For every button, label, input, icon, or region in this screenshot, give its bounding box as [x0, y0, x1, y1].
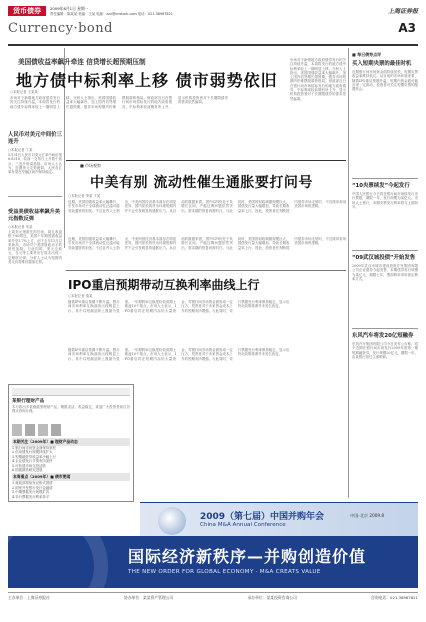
ad-portrait-image: [51, 424, 61, 436]
footer: [8, 595, 418, 617]
sidebar-mid-body: 上周美元指数先抑后扬，周五收盘报于80附近。美国十年期国债收益率升至3.7%上方，创下去年11月以来新高，市场对于美国财政赤字的担忧加剧。与此同时，美元兑欧元、日元等主要货币在周末出现一定程度反弹，分析人士认为短期内美元仍将维持震荡走势。: [8, 230, 62, 265]
list-item: 1.银行间市场资金面保持宽松: [12, 446, 56, 450]
footer-col-3: 承办单位：某某投资咨询公司: [247, 595, 297, 600]
ad-globe-icon: [158, 507, 186, 535]
left-ad-list: [12, 446, 130, 472]
lead-byline: ○本报记者 王某某: [10, 90, 38, 94]
ad-date-place: 中国·北京 2009.8: [350, 513, 385, 518]
masthead-rule: [8, 44, 418, 46]
list-item: 3.短期融资券收益率小幅上行: [12, 454, 56, 459]
ma-conference-ad: [140, 502, 418, 536]
right-body-3: 2009年武汉市城市建设投资开发集团有限公司企业债券今起发售，本期债券发行规模为某亿元，期限七年，票面利率采用固定利率方式。: [352, 264, 418, 281]
left-ad-section-title: 本期关注（2009年）■ 理财产品动态: [12, 438, 130, 446]
lead-body: 市场对于新增地方政府债券发行的关注持续升温，本周将发行的地方债中标利率较上一期明显上移。分析人士指出，美国国债收益率大幅飙升，加上国内信贷增长超预期，债券市场短期内仍难摆脱弱势格局。财政部近日在银行间市场招标发行的地方政府债券，中标利率较前期有所上升，显示机构投资者对于长期限债券的需求依然偏弱。: [10, 96, 228, 109]
right-title-3: “09武汉城投债”开始发售: [352, 255, 416, 261]
footer-col-4: 咨询电话：021-38967821: [371, 595, 418, 600]
sidebar-mid-title: 受益美债收益率飙升美元指数反弹: [8, 209, 60, 222]
sidebar-top-title: 人民币对美元中间价三连升: [8, 132, 62, 145]
banner-decoration: [8, 536, 108, 588]
list-item: 6.国债期货研究进展: [12, 468, 43, 473]
list-item: 2.信用债发行规模持续扩大: [12, 450, 53, 455]
right-body-2: 中国人民银行今日将在银行间市场续发行央行票据，期限一年，发行规模为某亿元。市场人士预计，本期央票发行利率将与上期持平。: [352, 192, 418, 209]
footer-rule: [8, 592, 418, 593]
feature-headline: 中美有别 流动性催生通胀要打问号: [90, 175, 313, 191]
ad-event-title: 2009（第七届）中国并购年会: [200, 512, 325, 522]
list-item: 4.央行票据发行利率持平: [12, 494, 50, 499]
list-item: 3.中期票据发行规模扩容: [12, 490, 50, 495]
lead-kicker: 美国债收益率飙升牵连 信贷增长超预期压制: [18, 58, 146, 66]
list-item: 5.可转债市场交投活跃: [12, 463, 46, 468]
lead-body-right: 市场对于新增地方政府债券发行的关注持续升温，本周将发行的地方债中标利率较上一期明显上移。分析人士指出，美国国债收益率大幅飙升，加上国内信贷增长超预期，债券市场短期内仍难摆脱弱势格局。财政部近日在银行间市场招标发行的地方政府债券，中标利率较前期有所上升，显示机构投资者对于长期限债券的需求依然偏弱。: [290, 58, 346, 101]
right-title-4: 东风汽车将发20亿短融券: [352, 333, 414, 339]
ad-portrait-image: [25, 424, 35, 436]
masthead: [8, 6, 418, 46]
page-number: A3: [398, 21, 416, 35]
masthead-editor: 责任编辑：陈某某 美编：王某 电邮：zzx@cnstock.com 电话：021-38967821: [50, 12, 173, 16]
ipo-body-continued: 随着IPO重启预期不断升温，银行间市场利率互换曲线出现明显上行，其中以短端品种上涨最为显著。一年期利率互换报价较前期上涨逾10个基点，市场人士表示，IPO重启将在短期内冻结大量资金，对银行间市场资金面形成一定压力，投资者对于未来资金成本上升的预期有所增强。与此同时，央行票据发行利率保持稳定，显示出货币政策基调并未发生改变。: [68, 348, 290, 361]
ad-event-en: China M&A Annual Conference: [200, 522, 286, 528]
right-column: [352, 48, 418, 518]
ma-conference-banner: [8, 536, 418, 588]
ipo-body: 随着IPO重启预期不断升温，银行间市场利率互换曲线出现明显上行，其中以短端品种上涨最为显著。一年期利率互换报价较前期上涨逾10个基点，市场人士表示，IPO重启将在短期内冻结大量资金，对银行间市场资金面形成一定压力，投资者对于未来资金成本上升的预期有所增强。与此同时，央行票据发行利率保持稳定，显示出货币政策基调并未发生改变。: [68, 300, 290, 313]
masthead-info: 2009年6月1日 星期一: [50, 6, 89, 11]
lead-headline: 地方债中标利率上移 债市弱势依旧: [16, 71, 278, 90]
feature-byline: ○本报记者 李某 于某: [68, 194, 101, 198]
left-ad-list-2: [12, 481, 130, 499]
right-body-4: 东风汽车集团有限公司今日发布公告称，将于近期在银行间市场发行2009年度第一期短期融资券，发行规模20亿元，期限一年，由某银行担任主承销商。: [352, 342, 418, 359]
right-body-1: 近期银行间市场资金面持续宽松，短期央票收益率维持低位。从目前的市场环境来看，随着IPO重启预期升温，短期内资金面可能出现一定波动，投资者可关注短期央票的配置机会。: [352, 70, 418, 92]
masthead-brand-en: Currency·bond: [8, 21, 113, 36]
list-item: 4.企业债发行节奏有所加快: [12, 459, 53, 464]
sidebar-top-body: 5月31日人民币对美元汇率中间价报6.8316，较前一交易日上升数个基点，三连升格局延续。市场人士认为，近期美元走势疲弱，人民币汇率有望在窄幅区间内保持稳定。: [8, 153, 62, 175]
masthead-brand: 货币债券: [8, 6, 46, 16]
section-rule: [66, 160, 346, 161]
ad-portrait-image: [12, 424, 22, 436]
feature-tag: ■ 市场观察: [80, 163, 102, 168]
section-rule: [66, 270, 346, 271]
feature-body: 近期，美国国债收益率大幅攀升，引发市场对于全球流动性泛滥可能导致通胀的担忧。不过业内人士指出，中美两国经济基本面存在明显差异，国内宽松的货币环境短期内并不会引发明显的通胀压力。从目前的数据来看，国内CPI仍处于负增长区间，产能过剩问题依然突出，需求端的恢复尚需时日。与此同时，美国的财政刺激规模巨大，国债发行量大幅增加，导致长期收益率上行。因此，投资者在判断国内债券市场走势时，不宜简单套用美国市场的逻辑。: [68, 200, 346, 213]
footer-col-1: 主办单位：上海证券报社: [8, 595, 50, 600]
ipo-byline: ○本报记者 秦某: [68, 294, 93, 298]
left-ad-body: 本行推出多款稳健型理财产品，期限灵活，收益稳定，欢迎广大投资者前往各网点咨询办理。: [12, 405, 130, 414]
ipo-headline: IPO重启预期带动互换利率曲线上行: [68, 278, 260, 292]
left-ad-box: [8, 384, 134, 502]
sidebar-top-byline: ○本报记者 丁某: [8, 148, 33, 152]
footer-col-2: 协办单位：某某资产管理公司: [123, 595, 174, 600]
left-ad-title: 某银行理财产品: [12, 399, 45, 404]
banner-headline: 国际经济新秩序—并购创造价值: [128, 547, 367, 566]
right-tag: ■ 每日债券点评: [352, 52, 382, 57]
feature-body-continued: 近期，美国国债收益率大幅攀升，引发市场对于全球流动性泛滥可能导致通胀的担忧。不过业内人士指出，中美两国经济基本面存在明显差异，国内宽松的货币环境短期内并不会引发明显的通胀压力。从目前的数据来看，国内CPI仍处于负增长区间，产能过剩问题依然突出，需求端的恢复尚需时日。与此同时，美国的财政刺激规模巨大，国债发行量大幅增加，导致长期收益率上行。因此，投资者在判断国内债券市场走势时，不宜简单套用美国市场的逻辑。: [68, 237, 346, 250]
banner-headline-en: THE NEW ORDER FOR GLOBAL ECONOMY · M&A CREATS VALUE: [128, 569, 321, 575]
left-ad-section-title-2: 本周看点（2009年）■ 债市要闻: [12, 473, 130, 481]
left-ad-logo: [12, 388, 130, 396]
list-item: 1.财政部将续发记账式国债: [12, 481, 53, 486]
newspaper-name: 上海证券报: [387, 8, 418, 15]
list-item: 2.国家开发银行发行金融债: [12, 485, 53, 490]
right-title-1: 买入短期央票的最佳时机: [352, 61, 412, 67]
ad-portrait-image: [38, 424, 48, 436]
sidebar-mid-byline: ○本报记者 朱某: [8, 225, 33, 229]
column-divider: [348, 48, 349, 498]
right-title-2: “10央票续发”今起发行: [352, 183, 410, 189]
